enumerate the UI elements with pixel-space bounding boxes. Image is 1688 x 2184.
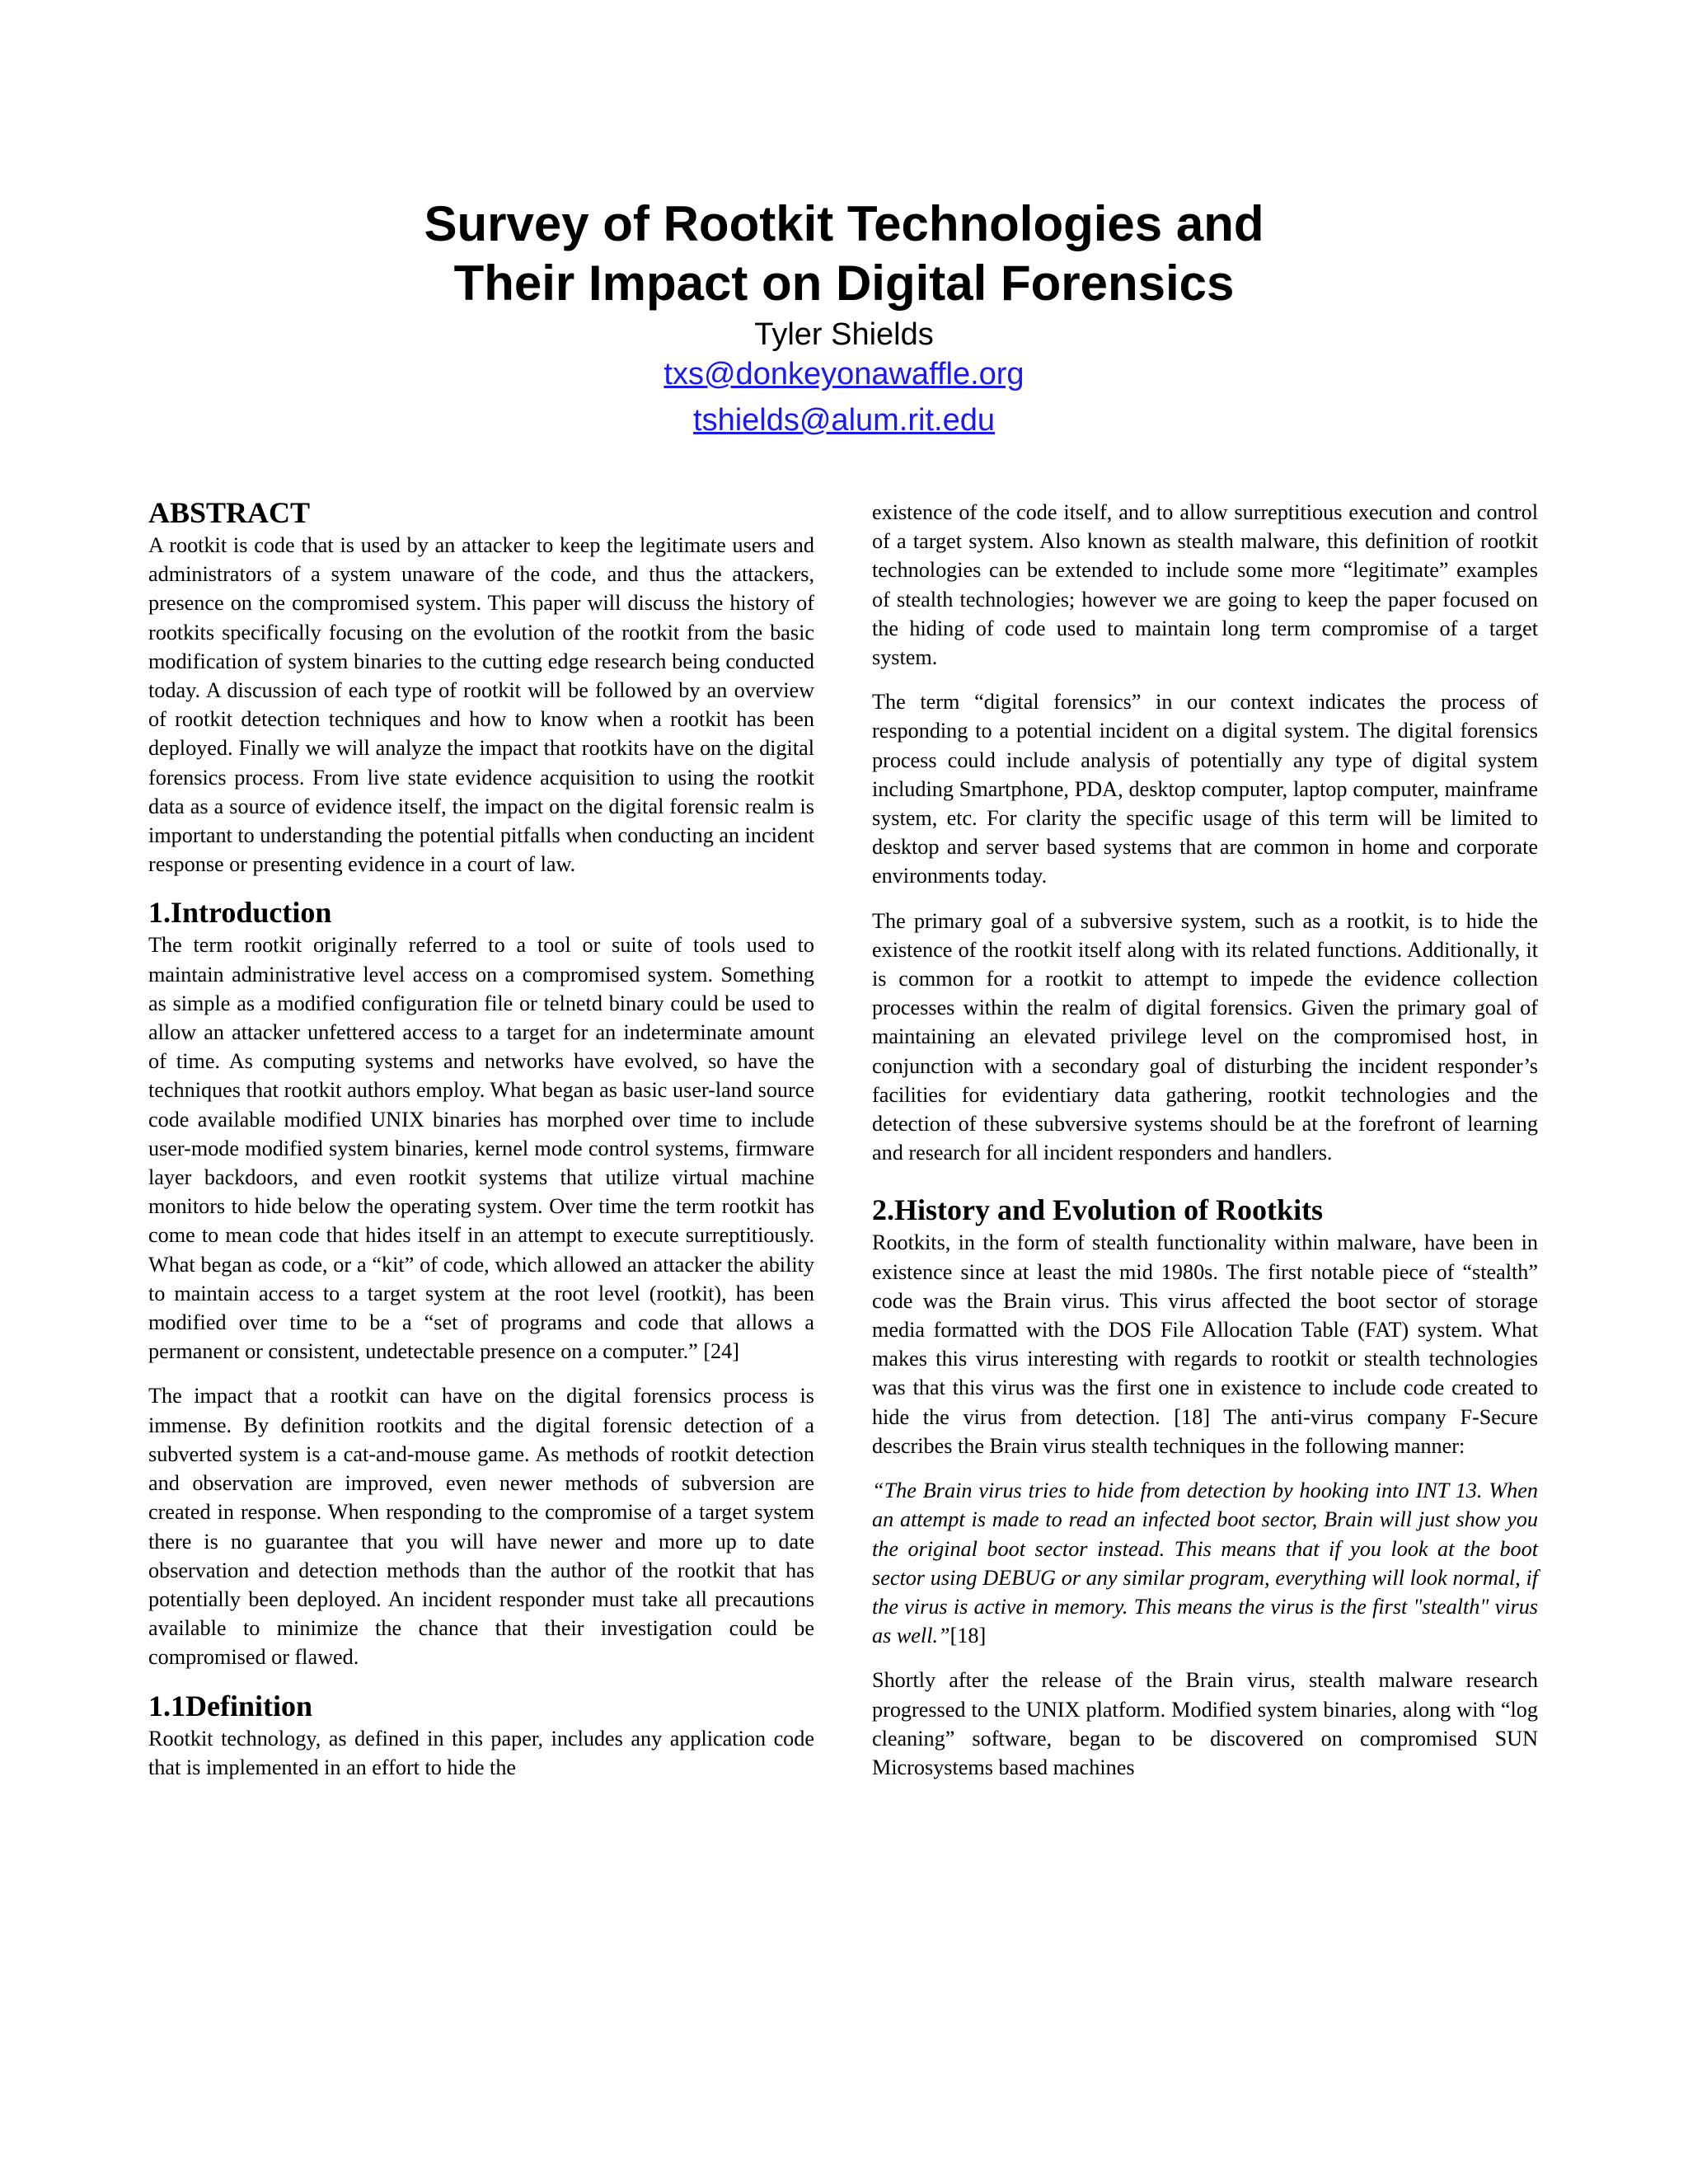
history-heading: 2.History and Evolution of Rootkits xyxy=(872,1193,1324,1227)
title-block xyxy=(0,194,1688,440)
definition-paragraph-1-continued: existence of the code itself, and to allow surreptitious execution and control of a target system. Also known as stealth malware, this definition of rootkit technologies can be extended to include some more “legitimate” examples of stealth technologies; however we are going to keep the paper focused on the hiding of code used to maintain long term compromise of a target system. xyxy=(872,500,1538,670)
introduction-paragraph-1: The term rootkit originally referred to a tool or suite of tools used to maintain administrative level access on a compromised system. Something as simple as a modified configuration file or telnetd binary could be used to allow an attacker unfettered access to a target for an indeterminate amount of time. As computing systems and networks have evolved, so have the techniques that rootkit authors employ. What began as basic user-land source code available modified UNIX binaries has morphed over time to include user-mode modified system binaries, kernel mode control systems, firmware layer backdoors, and even rootkit systems that utilize virtual machine monitors to hide below the operating system. Over time the term rootkit has come to mean code that hides itself in an attempt to execute surreptitiously. What began as code, or a “kit” of code, which allowed an attacker the ability to maintain access to a target system at the root level (rootkit), has been modified over time to be a “set of programs and code that allows a permanent or consistent, undetectable presence on a computer.” [24] xyxy=(148,933,814,1364)
definition-paragraph-3: The primary goal of a subversive system, such as a rootkit, is to hide the existence of the rootkit itself along with its related functions. Additionally, it is common for a rootkit to attempt to impede the evidence collection processes within the realm of digital forensics. Given the primary goal of maintaining an elevated privilege level on the compromised host, in conjunction with a secondary goal of disturbing the incident responder’s facilities for evidentiary data gathering, rootkit technologies and the detection of these subversive systems should be at the forefront of learning and research for all incident responders and handlers. xyxy=(872,908,1538,1165)
abstract-text: A rootkit is code that is used by an attacker to keep the legitimate users and administrators of a system unaware of the code, and thus the attackers, presence on the compromised system. This paper will discuss the history of rootkits specifically focusing on the evolution of the rootkit from the basic modification of system binaries to the cutting edge research being conducted today. A discussion of each type of rootkit will be followed by an overview of rootkit detection techniques and how to know when a rootkit has been deployed. Finally we will analyze the impact that rootkits have on the digital forensics process. From live state evidence acquisition to using the rootkit data as a source of evidence itself, the impact on the digital forensic realm is important to understanding the potential pitfalls when conducting an incident response or presenting evidence in a court of law. xyxy=(148,533,814,877)
definition-paragraph-1-start: Rootkit technology, as defined in this paper, includes any application code that is implemented in an effort to hide the xyxy=(148,1726,814,1779)
definition-heading: 1.1Definition xyxy=(148,1689,313,1722)
left-column xyxy=(148,494,814,1782)
author-email-link-2[interactable]: tshields@alum.rit.edu xyxy=(693,403,995,438)
introduction-paragraph-2: The impact that a rootkit can have on the digital forensics process is immense. By definition rootkits and the digital forensic detection of a subverted system is a cat-and-mouse game. As methods of rootkit detection and observation are improved, even newer methods of subversion are created in response. When responding to the compromise of a target system there is no guarantee that you will have newer and more up to date observation and detection methods than the author of the rootkit that has potentially been deployed. An incident responder must take all precautions available to minimize the chance that their investigation could be compromised or flawed. xyxy=(148,1384,814,1670)
history-paragraph-2: Shortly after the release of the Brain virus, stealth malware research progressed to the UNIX platform. Modified system binaries, along with “log cleaning” software, began to be discovered on compromised SUN Microsystems based machines xyxy=(872,1668,1538,1779)
author-email-link-1[interactable]: txs@donkeyonawaffle.org xyxy=(663,357,1025,391)
abstract-heading: ABSTRACT xyxy=(148,496,311,529)
right-column xyxy=(872,498,1538,1782)
quote-reference: [18] xyxy=(950,1624,987,1648)
paper-title-line-1: Survey of Rootkit Technologies and xyxy=(424,196,1264,251)
paper-title-line-2: Their Impact on Digital Forensics xyxy=(453,255,1235,311)
definition-paragraph-2: The term “digital forensics” in our context indicates the process of responding to a potential incident on a digital system. The digital forensics process could include analysis of potentially any type of digital system including Smartphone, PDA, desktop computer, laptop computer, mainframe system, etc. For clarity the specific usage of this term will be limited to desktop and server based systems that are common in home and corporate environments today. xyxy=(872,690,1538,888)
author-name: Tyler Shields xyxy=(754,317,934,352)
quote-text: “The Brain virus tries to hide from detection by hooking into INT 13. When an attempt is made to read an infected boot sector, Brain will just show you the original boot sector instead. This means that if you look at the boot sector using DEBUG or any similar program, everything will look normal, if the virus is active in memory. This means the virus is the first "stealth" virus as well.” xyxy=(872,1479,1538,1648)
history-paragraph-1: Rootkits, in the form of stealth functionality within malware, have been in existence since at least the mid 1980s. The first notable piece of “stealth” code was the Brain virus. This virus affected the boot sector of storage media formatted with the DOS File Allocation Table (FAT) system. What makes this virus interesting with regards to rootkit or stealth technologies was that this virus was the first one in existence to include code created to hide the virus from detection. [18] The anti-virus company F-Secure describes the Brain virus stealth techniques in the following manner: xyxy=(872,1230,1538,1458)
introduction-heading: 1.Introduction xyxy=(148,896,332,930)
brain-virus-quote xyxy=(872,1476,1538,1650)
